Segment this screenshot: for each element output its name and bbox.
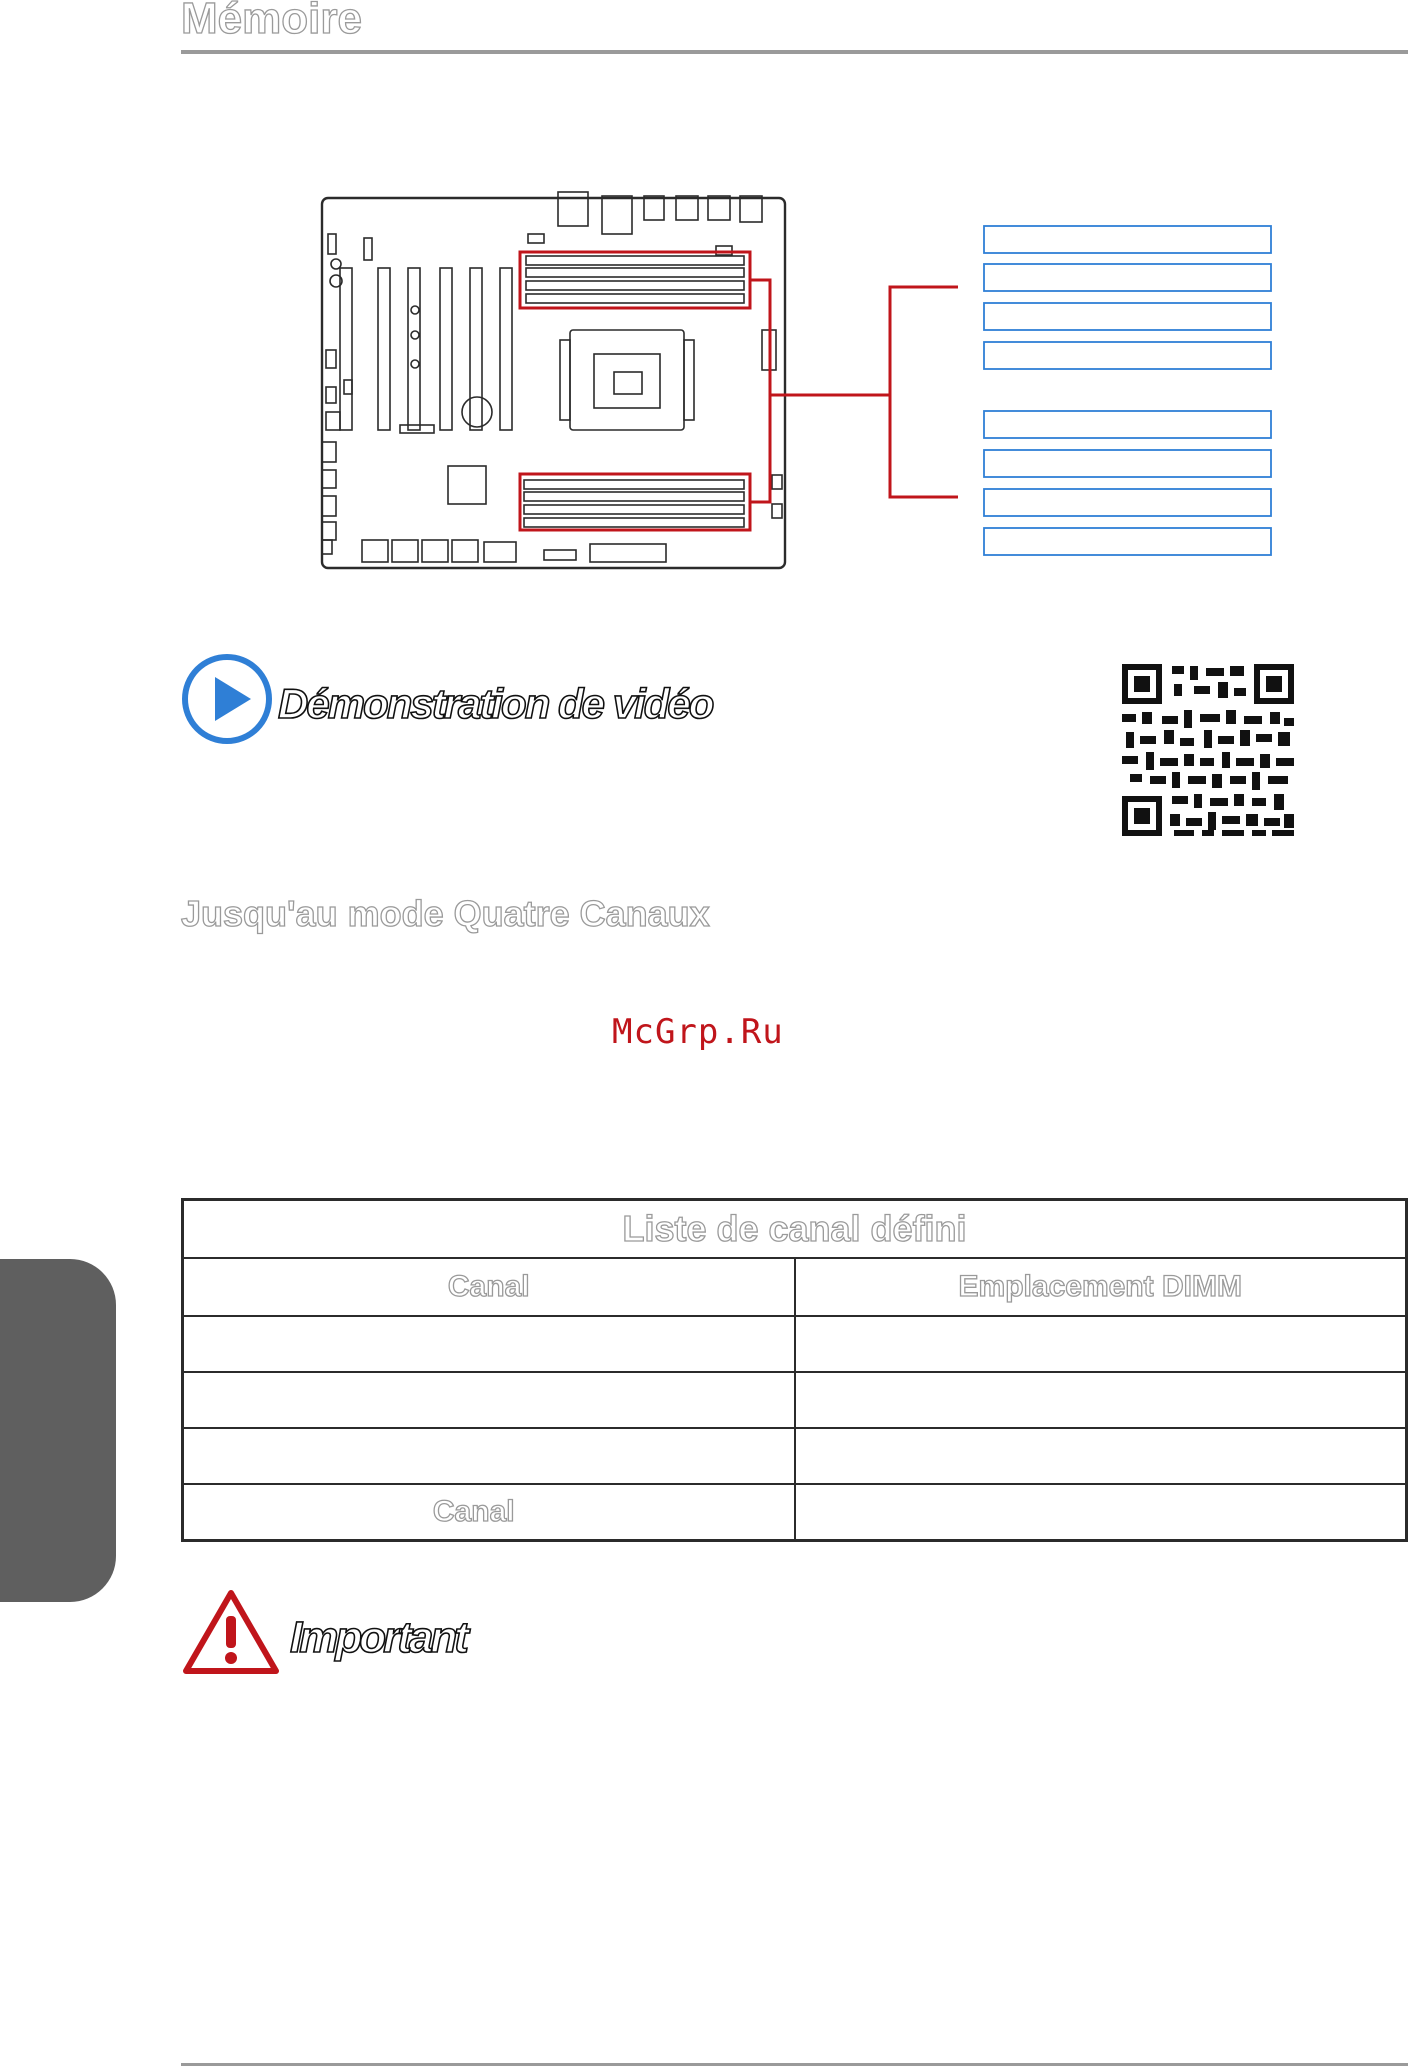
qr-code-icon[interactable] [1122, 664, 1294, 836]
footer-rule [181, 2063, 1408, 2066]
table-header-channel: Canal [183, 1258, 795, 1316]
dimm-label-box [984, 342, 1271, 369]
table-cell [795, 1316, 1407, 1372]
table-cell [183, 1316, 795, 1372]
dimm-label-box [984, 528, 1271, 555]
section-heading: Jusqu'au mode Quatre Canaux [181, 893, 710, 934]
dimm-label-box [984, 226, 1271, 253]
table-cell [795, 1372, 1407, 1428]
video-demo-title: Démonstration de vidéo [278, 680, 713, 727]
chapter-side-tab [0, 1259, 116, 1602]
connector-line [750, 280, 890, 395]
dimm-label-box [984, 264, 1271, 291]
dimm-label-box [984, 303, 1271, 330]
warning-triangle-icon [181, 1588, 281, 1676]
connector-line [890, 287, 958, 497]
table-caption: Liste de canal défini [183, 1200, 1407, 1259]
table-cell: Canal [183, 1484, 795, 1541]
dimm-label-box [984, 489, 1271, 516]
table-cell [795, 1484, 1407, 1541]
dimm-label-box [984, 450, 1271, 477]
page-title: Mémoire [181, 0, 362, 43]
table-row [183, 1484, 1407, 1541]
table-cell [183, 1372, 795, 1428]
channel-table [181, 1198, 1408, 1542]
table-cell [183, 1428, 795, 1484]
table-row [183, 1372, 1407, 1428]
watermark: McGrp.Ru [612, 1012, 784, 1052]
dimm-label-box [984, 411, 1271, 438]
table-cell [795, 1428, 1407, 1484]
important-title: Important [290, 1613, 466, 1662]
table-row [183, 1428, 1407, 1484]
play-circle-icon[interactable] [181, 653, 273, 745]
table-header-dimm-slot: Emplacement DIMM [795, 1258, 1407, 1316]
table-row [183, 1316, 1407, 1372]
motherboard-diagram [0, 0, 1410, 600]
